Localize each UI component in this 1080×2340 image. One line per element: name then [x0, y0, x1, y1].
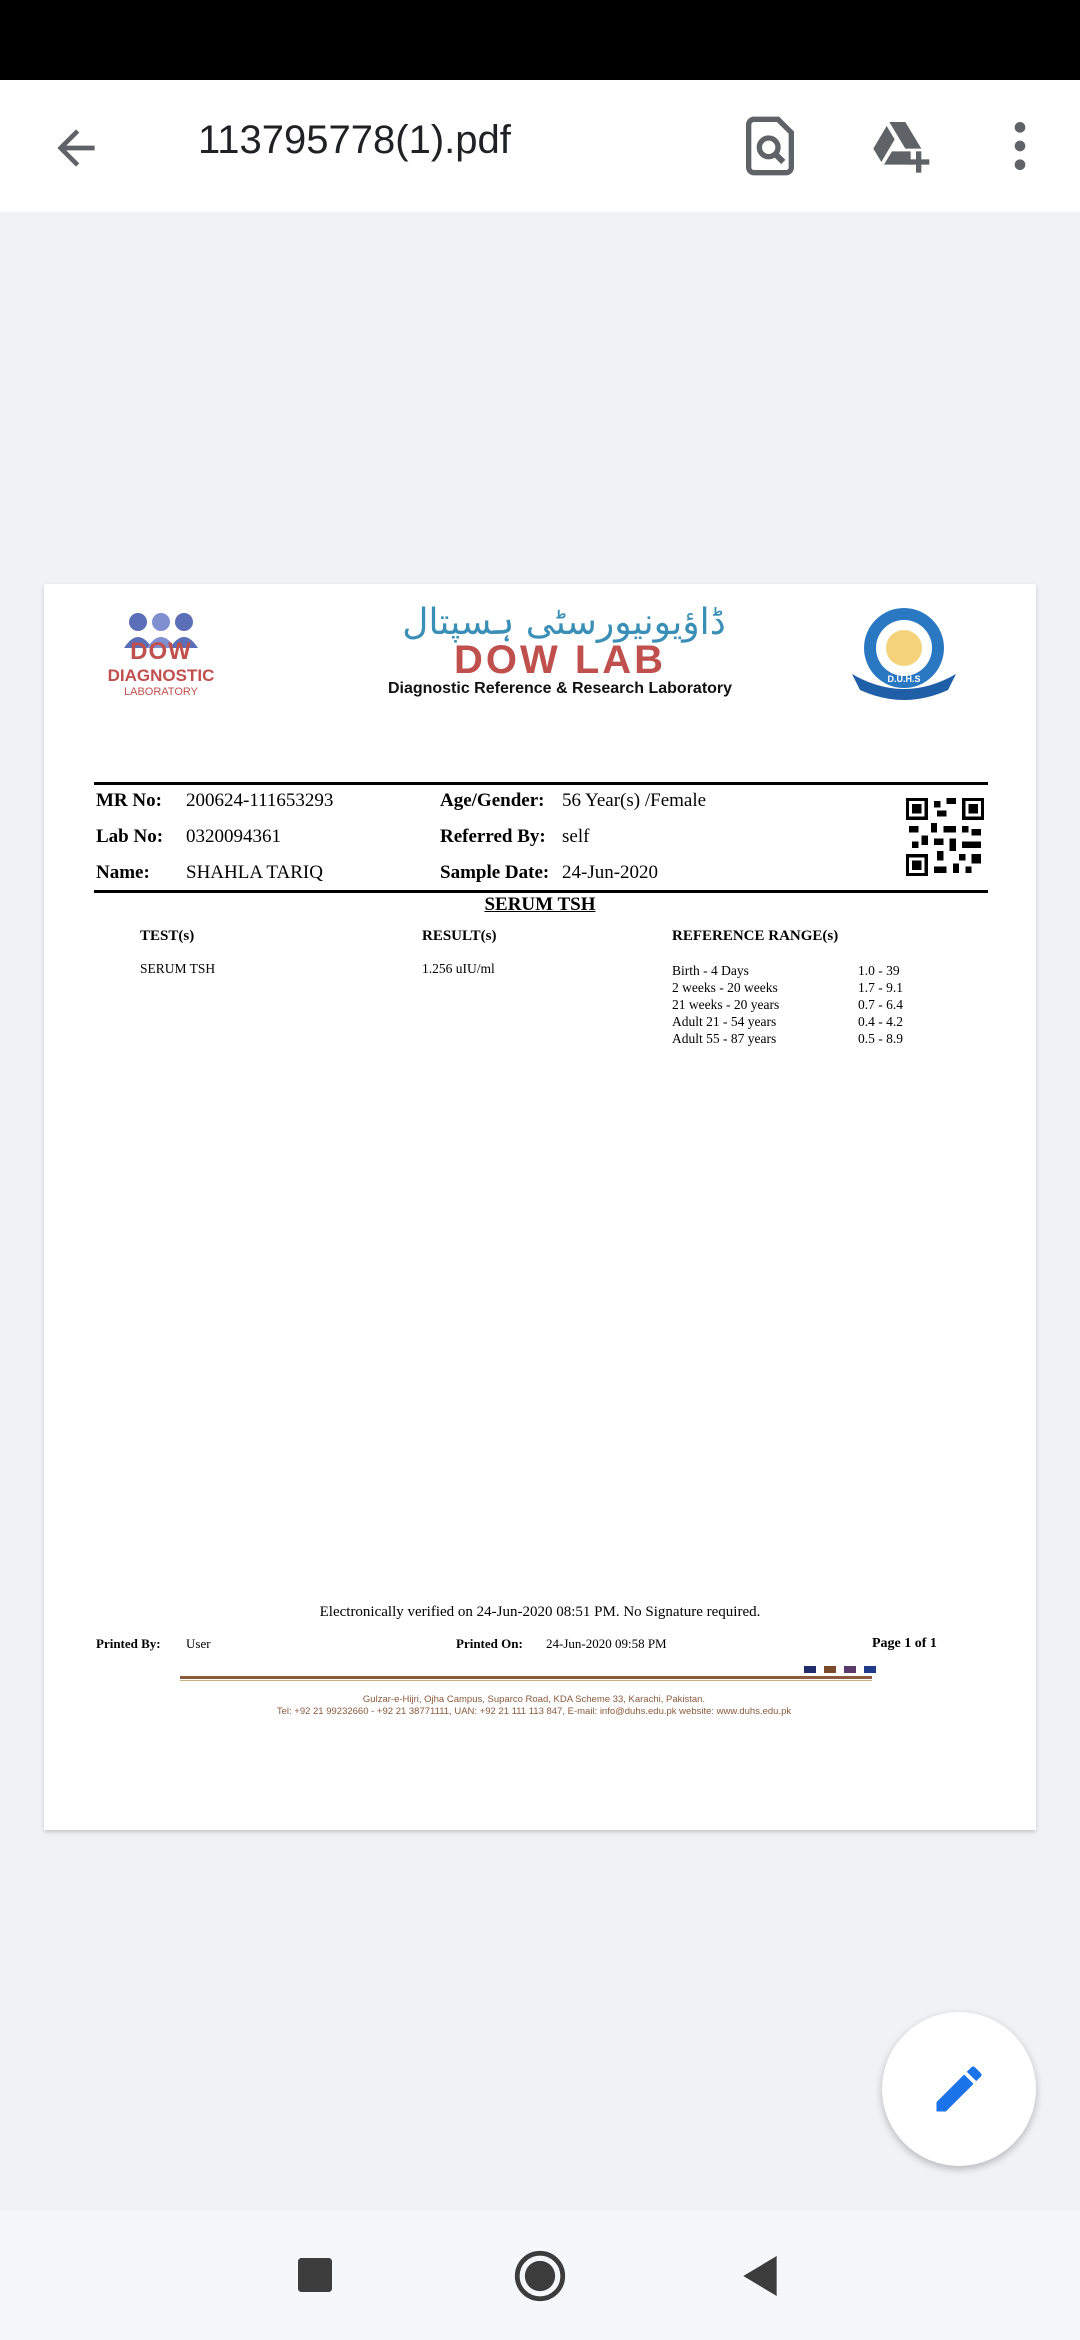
reference-range-values	[858, 962, 903, 1047]
edit-pencil-icon	[929, 2059, 989, 2119]
range-value: 0.5 - 8.9	[858, 1031, 903, 1046]
reference-range-list	[672, 962, 779, 1047]
app-bar	[0, 80, 1080, 212]
recents-square-icon[interactable]	[298, 2258, 332, 2292]
seal-text: D.U.H.S	[887, 674, 921, 684]
age-value: 56 Year(s) /Female	[562, 790, 707, 811]
lab-subtitle: Diagnostic Reference & Research Laboratory	[387, 680, 733, 697]
lab-no-label: Lab No:	[96, 826, 164, 847]
pdf-page	[44, 584, 1036, 1830]
urdu-hospital-name: ڈاؤیونیورسٹی ہسپتال	[402, 602, 726, 643]
page-indicator: Page 1 of 1	[872, 1636, 937, 1651]
range-value: 0.7 - 6.4	[858, 997, 903, 1012]
age-label: Age/Gender:	[440, 790, 545, 811]
range-row: Birth - 4 Days	[672, 963, 749, 978]
printed-on-label: Printed On:	[456, 1636, 523, 1651]
verified-note: Electronically verified on 24-Jun-2020 08:51 PM. No Signature required.	[319, 1604, 761, 1620]
printed-by-value: User	[186, 1636, 211, 1651]
home-circle-icon[interactable]	[514, 2250, 566, 2302]
color-squares-decoration	[804, 1666, 880, 1673]
qr-code-icon	[906, 798, 984, 876]
referred-value: self	[562, 826, 590, 847]
footer-contact: Tel: +92 21 99232660 - +92 21 38771111, UAN: +92 21 111 113 847, E-mail: info@duhs.edu.pk website: www.duhs.edu.pk	[276, 1706, 792, 1717]
lab-name: DOW LAB	[453, 638, 667, 682]
lab-no-value: 0320094361	[186, 826, 281, 847]
col-header-result: RESULT(s)	[422, 928, 497, 944]
back-triangle-icon[interactable]	[742, 2256, 778, 2296]
name-label: Name:	[96, 862, 150, 883]
name-value: SHAHLA TARIQ	[186, 862, 323, 883]
range-value: 0.4 - 4.2	[858, 1014, 903, 1029]
dow-diagnostic-logo	[96, 608, 226, 708]
logo-dow-text: DOW	[130, 638, 192, 665]
system-nav-bar	[0, 2210, 1080, 2340]
test-name-cell: SERUM TSH	[140, 961, 216, 976]
range-row: 21 weeks - 20 years	[672, 997, 780, 1012]
col-header-test: TEST(s)	[140, 928, 195, 944]
footer-address: Gulzar-e-Hijri, Ojha Campus, Suparco Road, KDA Scheme 33, Karachi, Pakistan.	[362, 1694, 706, 1705]
logo-diagnostic-text: DIAGNOSTIC	[107, 666, 215, 685]
duhs-seal-logo	[844, 604, 964, 704]
printed-by-label: Printed By:	[96, 1636, 161, 1651]
printed-on-value: 24-Jun-2020 09:58 PM	[546, 1636, 667, 1651]
header-bottom-rule	[94, 890, 988, 893]
header-top-rule	[94, 782, 988, 785]
range-value: 1.7 - 9.1	[858, 980, 903, 995]
sample-date-label: Sample Date:	[440, 862, 550, 883]
status-bar	[0, 0, 1080, 80]
more-vert-icon[interactable]	[988, 114, 1052, 178]
back-arrow-icon[interactable]	[48, 120, 104, 176]
range-row: Adult 55 - 87 years	[672, 1031, 777, 1046]
mr-label: MR No:	[96, 790, 162, 811]
report-title: SERUM TSH	[484, 894, 596, 915]
range-row: 2 weeks - 20 weeks	[672, 980, 778, 995]
result-cell: 1.256 uIU/ml	[422, 961, 495, 976]
range-row: Adult 21 - 54 years	[672, 1014, 777, 1029]
document-title: 113795778(1).pdf	[198, 118, 511, 162]
footer-divider-thin	[180, 1680, 872, 1681]
footer-divider	[180, 1676, 872, 1679]
edit-fab-button[interactable]	[882, 2012, 1036, 2166]
mr-value: 200624-111653293	[186, 790, 334, 811]
add-to-drive-icon[interactable]	[868, 114, 932, 178]
range-value: 1.0 - 39	[858, 963, 900, 978]
logo-laboratory-text: LABORATORY	[124, 686, 198, 698]
referred-label: Referred By:	[440, 826, 546, 847]
col-header-reference: REFERENCE RANGE(s)	[672, 928, 839, 944]
sample-date-value: 24-Jun-2020	[562, 862, 659, 883]
find-in-page-icon[interactable]	[738, 114, 802, 178]
